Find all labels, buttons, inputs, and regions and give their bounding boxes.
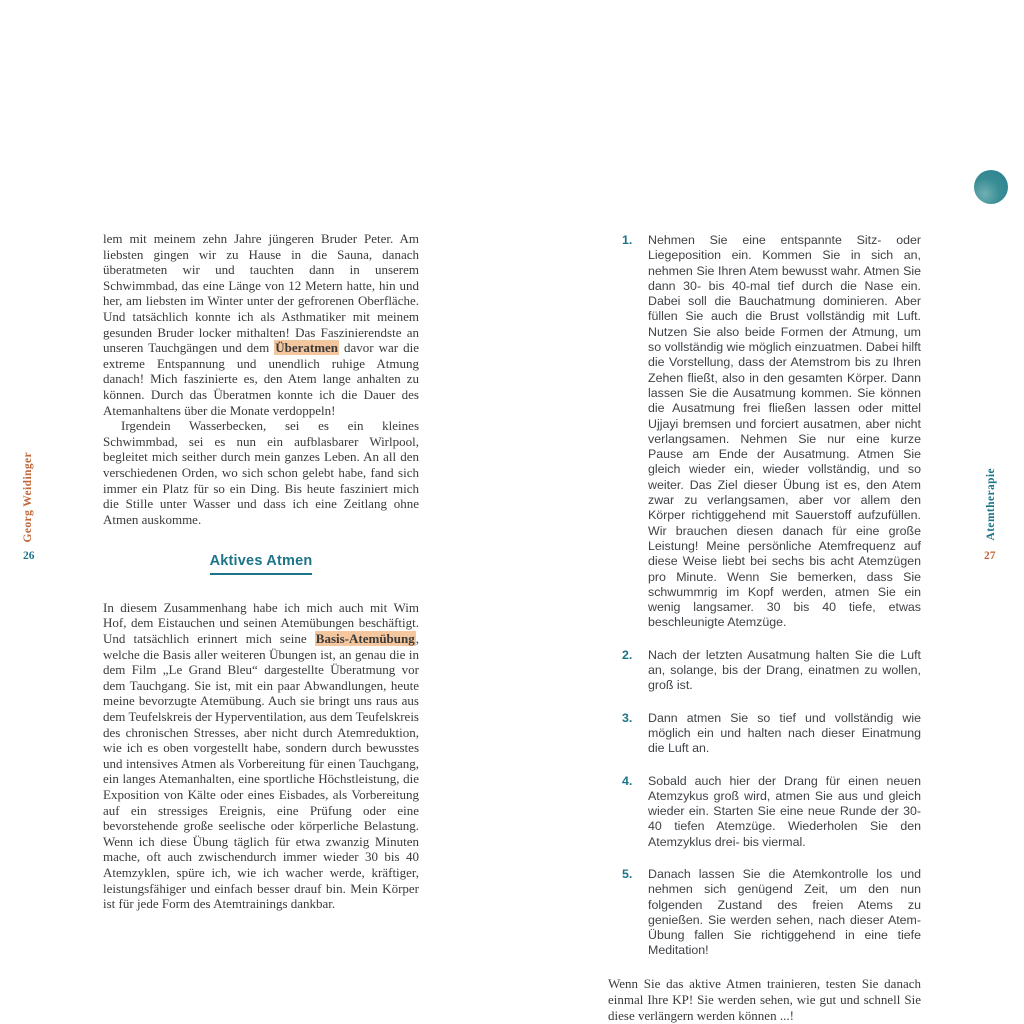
left-text-column [103,231,419,912]
right-page-number: 27 [984,550,996,562]
section-heading-text: Aktives Atmen [210,554,313,575]
list-number: 4. [622,773,633,788]
list-number: 1. [622,233,633,247]
list-number: 5. [622,866,633,881]
list-item [608,648,921,694]
list-item [608,711,921,757]
paragraph: Irgendein Wasserbecken, sei es ein kleines Schwimmbad, sei es nun ein aufblasbarer Wirlpool, begleitet mich seither durch mein ganzes Leben. An all den verschiedenen Orden, wo sich schon gelebt habe, fand sich immer ein Platz für so ein Ding. Bis heute fasziniert mich die Stille unter Wasser und dass ich eine Zeitlang ohne Atmen auskomme. [103,418,419,527]
section-heading [103,554,419,575]
chapter-vertical-label: Atemtherapie [985,468,997,541]
list-item-text: Nach der letzten Ausatmung halten Sie die Luft an, solange, bis der Drang, einatmen zu wollen, groß ist. [648,647,921,693]
paragraph-continuation: lem mit meinem zehn Jahre jüngeren Bruder Peter. Am liebsten gingen wir zu Hause in die Sauna, danach überatmeten wir und tauchten dann in unserem Schwimmbad, das eine Länge von 12 Metern hatte, hin und her, am liebsten im Winter unter der gefrorenen Oberfläche. Und tatsächlich konnte ich als Asthmatiker mit meinem gesunden Bruder locker mithalten! Das Faszinierendste an unseren Tauchgängen und dem Überatmen davor war die extreme Entspannung und unendlich ruhige Atmung danach! Mich faszinierte es, den Atem lange anhalten zu können. Durch das Überatmen konnte ich die Dauer des Atemanhaltens über die Monate verdoppeln! [103,231,419,418]
list-item [608,774,921,850]
list-item-text: Nehmen Sie eine entspannte Sitz- oder Liegeposition ein. Kommen Sie in sich an, nehmen Sie Ihren Atem bewusst wahr. Atmen Sie dann 30- bis 40-mal tief durch die Nase ein. Dabei soll die Bauchatmung dominieren. Aber füllen Sie auch die Brust vollständig mit Luft. Nutzen Sie also beide Formen der Atmung, um so vollständig wie möglich einzuatmen. Dabei hilft die Vorstellung, dass der Atemstrom bis zu Ihren Zehen fließt, also in den gesamten Körper. Dann lassen Sie die Ausatmung kommen. Sie können die Ausatmung frei fließen lassen oder mittel Ujjayi bremsen und forciert ausatmen, aber nicht verlangsamen. Nehmen Sie nur eine kurze Pause am Ende der Ausatmung. Atmen Sie gleich wieder ein, wieder vollständig, und so weiter. Das Ziel dieser Übung ist es, den Atem zwar zu verlangsamen, aber vor allem den Körper richtiggehend mit Sauerstoff aufzufüllen. Wir brauchen diesen danach für eine große Leistung! Meine persönliche Atemfrequenz auf diese Weise liebt bei sechs bis acht Atemzügen pro Minute. Wenn Sie bemerken, dass Sie schwummrig im Kopf werden, atmen Sie ein wenig langsamer. 30 bis 40 tiefe, etwas beschleunigte Atemzüge. [648,233,921,630]
closing-paragraph: Wenn Sie das aktive Atmen trainieren, testen Sie danach einmal Ihre KP! Sie werden sehen, wie gut und schnell Sie diese verlängern werden können ...! [608,975,921,1023]
left-page-number: 26 [23,550,35,562]
list-number: 3. [622,710,633,725]
highlighted-term: Basis-Atemübung [315,631,415,647]
list-item [608,233,921,631]
right-text-column [608,233,921,1024]
list-item-text: Dann atmen Sie so tief und vollständig wie möglich ein und halten nach dieser Einatmung die Luft an. [648,710,921,756]
teal-dot-decoration [974,170,1008,204]
paragraph: In diesem Zusammenhang habe ich mich auch mit Wim Hof, dem Eistauchen und seinen Atemübungen beschäftigt. Und tatsächlich erinnert mich seine Basis-Atemübung, welche die Basis aller weiteren Übungen ist, an genau die in dem Film „Le Grand Bleu“ dargestellte Überatmung vor dem Tauchgang. Sie ist, mit ein paar Abwandlungen, heute meine bevorzugte Atemübung. Auch sie bringt uns raus aus dem Teufelskreis der Hyperventilation, aus dem Teufelskreis des chronischen Stresses, aber nicht durch Atemreduktion, wie ich es oben vorgestellt habe, sondern durch bewusstes und intensives Atmen als Vorbereitung für einen Tauchgang, ein langes Atemanhalten, eine sportliche Höchstleistung, die Exposition von Kälte oder eines Eisbades, als Vorbereitung auf ein stressiges Ereignis, eine Prüfung oder eine bevorstehende große seelische oder körperliche Belastung. Wenn ich diese Übung täglich für etwa zwanzig Minuten mache, oft auch zwischendurch immer wieder 30 bis 40 Atemzyklen, spüre ich, wie ich wacher werde, kräftiger, leistungsfähiger und einfach besser drauf bin. Mein Körper ist für jede Form des Atemtrainings dankbar. [103,599,419,912]
list-item [608,867,921,959]
highlighted-term: Überatmen [275,340,339,356]
list-item-text: Sobald auch hier der Drang für einen neuen Atemzykus groß wird, atmen Sie aus und gleich wieder ein. Starten Sie eine neue Runde der 30-40 tiefen Atemzüge. Wiederholen Sie den Atemzyklus drei- bis viermal. [648,773,921,849]
list-item-text: Danach lassen Sie die Atemkontrolle los und nehmen sich genügend Zeit, um den nun folgenden Zustand des freien Atems zu genießen. Sie werden sehen, nach dieser Atem-Übung fallen Sie richtiggehend in eine tiefe Meditation! [648,866,921,958]
list-number: 2. [622,647,633,662]
author-vertical-label: Georg Weidinger [22,452,34,543]
